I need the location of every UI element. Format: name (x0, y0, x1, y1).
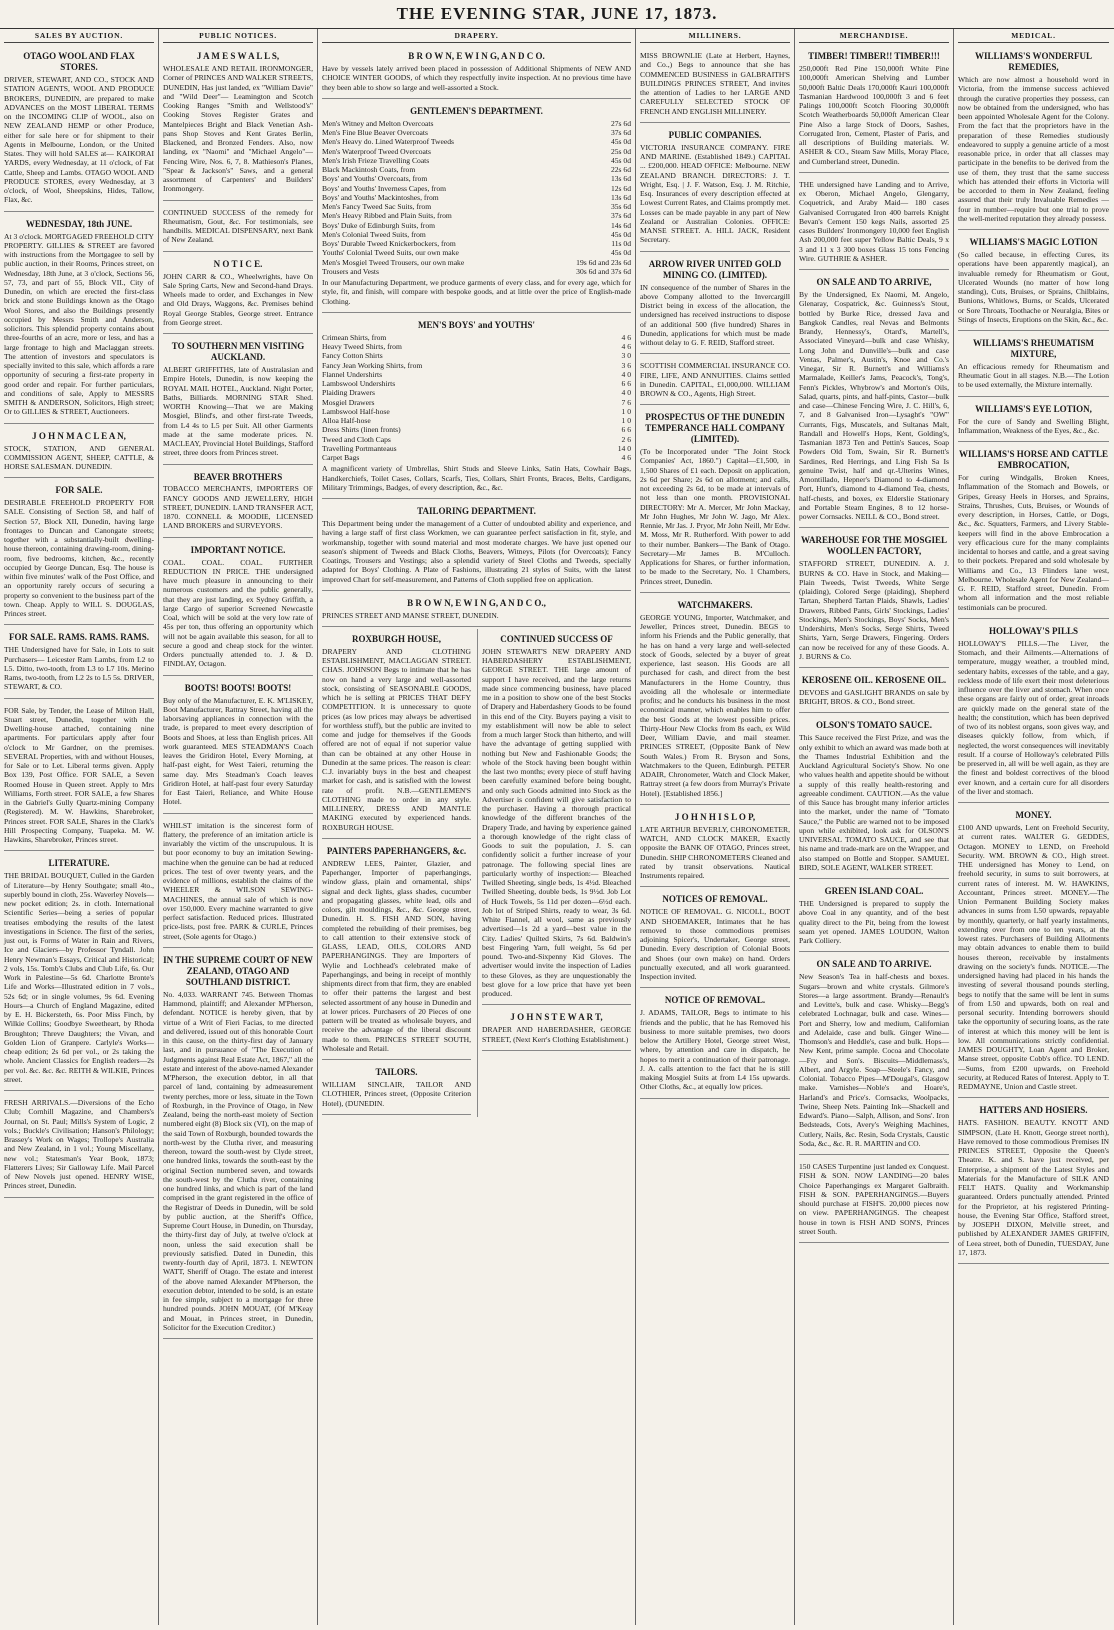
ad-title: OTAGO WOOL AND FLAX STORES. (23, 51, 135, 73)
ad-text: STAFFORD STREET, DUNEDIN. A. J. BURNS & CO. Have in Stock, and Making— Plain Tweeds, Twist Tweeds, White Serge (plaiding), Colored Serge (plaiding), Shepherd Tartan, Shepherd Tartan Plaids, Shawls, Ladies' Drawers, Ribbed Pants, Girls' Stockings, Ladies' Stockings, Men's Stockings, Boys' Socks, Men's Undershirts, Men's Socks, Serge Shirts, Tweed Shirts, Yarn, Serge Drawers, Fingering. Orders can now be received for any of these Goods. A. J. BURNS & Co. (799, 559, 949, 661)
price-row (322, 435, 631, 444)
ad-title: GENTLEMEN'S DEPARTMENT. (410, 105, 543, 116)
ad-title: ON SALE AND TO ARRIVE. (816, 959, 932, 970)
ad-title: GREEN ISLAND COAL. (824, 886, 924, 897)
price-row (322, 193, 631, 202)
price-row (322, 342, 631, 351)
ad-title: OLSON'S TOMATO SAUCE. (815, 720, 933, 731)
ad-block (163, 46, 313, 200)
price-item: Men's Witney and Melton Overcoats (322, 118, 434, 128)
ad-title: BOOTS! BOOTS! BOOTS! (184, 682, 292, 693)
ad-block (163, 950, 313, 1339)
ad-block (640, 254, 790, 355)
price-row (322, 425, 631, 434)
ad-block (4, 426, 154, 479)
ad-block (4, 1093, 154, 1198)
price-item: Men's Mosgiel Tweed Trousers, our own make (322, 257, 465, 267)
price-item: Men's Fancy Tweed Sac Suits, from (322, 202, 432, 212)
price-item: Boys' Durable Tweed Knickerbockers, from (322, 239, 456, 249)
ad-block (4, 214, 154, 424)
ad-block (163, 816, 313, 948)
column-6 (954, 29, 1113, 1625)
ad-text: Which are now almost a household word in Victoria, from the immense success achieved through the curative properties they possess, can now be obtained from the undersigned, who has been appointed Wholesale Agent for the Colony. From the fact that the proprietors have in the preparation of these Remedies studiously endeavored to supply a genuine article of a most reasonable price, in order that all classes may participate in the benefits to be derived from the use of them, they trust that the same success which has attended their efforts in Victoria will be accorded to them in New Zealand, feeling assured that their truly Invaluable Remedies —four in number—require but one trial to prove the well-merited reputation they already possess. (958, 75, 1109, 223)
ad-text: Buy only of the Manufacturer, E. K. M'LISKEY, Boot Manufacturer, Rattray Street, having all the laborsaving appliances in connection with the trade, is prepared to meet every description of Boots and Shoes, at less than English prices. All work guaranteed. MES STEADMAN'S Coach leaves the Gridiron Hotel, Every Morning, at half-past eight, for West Taieri, returning the same day. Mrs Steadman's Coach leaves Gridiron Hotel, at half-past four every Saturday for East Taieri, Reliance, and White House Hotel. (163, 695, 313, 807)
ad-text: SCOTTISH COMMERCIAL INSURANCE CO. FIRE, LIFE, AND ANNUITIES. Claims settled in Dunedin. CAPITAL, £1,000,000. WILLIAM BROWN & CO., Agents, High Street. (640, 361, 790, 399)
price-item: Dress Shirts (linen fronts) (322, 425, 401, 435)
price-item: Trousers and Vests (322, 266, 379, 276)
price-item: Boys' and Youths' Inverness Capes, from (322, 183, 447, 193)
price-row (322, 444, 631, 453)
ad-block (640, 807, 790, 887)
ad-block (163, 678, 313, 814)
price-item: Boys' Duke of Edinburgh Suits, from (322, 220, 436, 230)
price-value: 30s 6d and 37s 6d (576, 266, 631, 276)
ad-block (640, 990, 790, 1098)
price-row (322, 453, 631, 462)
ad-text: DRAPER AND HABERDASHER, GEORGE STREET, (Next Kerr's Clothing Establishment.) (482, 1025, 631, 1044)
price-item: Men's Heavy Ribbed and Plain Suits, from (322, 211, 452, 221)
price-item: Lambswool Half-hose (322, 406, 390, 416)
ad-text: IN consequence of the number of Shares in the above Company allotted to the Invercargill District being in excess of the allocation, the undersigned has received instructions to dispose of an additional 500 (five hundred) Shares in Dunedin, applications for which must be made without delay to G. F. REID, Stafford street. (640, 282, 790, 348)
ad-text: J. ADAMS, TAILOR, Begs to intimate to his friends and the public, that he has Removed his business to more suitable premises, two doors below the Artillery Hotel, George street West, where, by attention and care in dispatch, he hopes to merit a continuation of their patronage. J. A. calls attention to the fact that he is still making Mosgiel Suits at from L4 15s upwards. Other Cloths, &c., at equally low prices. (640, 1008, 790, 1092)
ad-text: HATS. FASHION. BEAUTY. KNOTT AND SIMPSON, (Late H. Knott, George street north), Have removed to those commodious Premises IN PRINCES STREET, Opposite the Queen's Theatre. K. and S. have just received, per Enterprise, a shipment of the Latest Styles and Materials for the Manufacture of SILK AND FELT HATS. Quality and Workmanship guaranteed. Orders punctually attended. Printed for the Proprietor, at his registered Printing-house, the Evening Star Office, Stafford street, by JOSEPH DIXON, Melville street, and published by ALEXANDER JAMES GRIFFIN, of Leea street, both of Dunedin, TUESDAY, June 17, 1873. (958, 1118, 1109, 1257)
ad-block (4, 853, 154, 1091)
ad-block (799, 272, 949, 528)
ad-block (799, 46, 949, 173)
price-value: 3 6 (621, 360, 631, 370)
price-value: 35s 6d (610, 202, 631, 212)
ad-text: In our Manufacturing Department, we produce garments of every class, and for every age, which for style, fit, and finish, will compare with bespoke goods, and at little over the price of English-made Clothing. (322, 278, 631, 306)
price-item: Youths' Colonial Tweed Suits, our own make (322, 248, 459, 258)
ad-block (322, 1062, 471, 1115)
price-item: Plaiding Drawers (322, 388, 375, 398)
price-value: 45s 0d (610, 229, 631, 239)
ad-block (799, 881, 949, 952)
ad-block (958, 621, 1109, 803)
price-row (322, 370, 631, 379)
price-value: 37s 6d (610, 128, 631, 138)
price-value: 19s 6d and 23s 6d (576, 257, 631, 267)
price-row (322, 221, 631, 230)
ad-block (640, 46, 790, 123)
ad-title: KEROSENE OIL. KEROSENE OIL. (801, 675, 947, 686)
ad-block (482, 1007, 631, 1050)
column-header: MILLINERS. (640, 31, 790, 43)
ad-block (163, 540, 313, 676)
ad-block (482, 629, 631, 1005)
masthead-title: THE EVENING STAR, JUNE 17, 1873. (0, 0, 1114, 29)
ad-title: FOR SALE. RAMS. RAMS. RAMS. (8, 632, 149, 643)
price-row (322, 137, 631, 146)
ad-block (4, 701, 154, 852)
ad-text: DRAPERY AND CLOTHING ESTABLISHMENT, MACLAGGAN STREET. CHAS. JOHNSON Begs to intimate that he has now on hand a very large and well-assorted stock, consisting of SEASONABLE GOODS, which he is selling at PRICES THAT DEFY COMPETITION. It is unnecessary to quote prices (as low prices may always be advertised for worthless stuff), but the public are invited to come and judge for themselves if the Goods offered are not of equal if not superior value than can be obtained at any other House in Dunedin at the same prices. The reason is clear: C.J. invariably buys in the best and cheapest market for cash, and is satisfied with the lowest rate of profit. N.B.—GENTLEMEN'S CLOTHING made to order in any style. MILLINERY, DRESS AND MANTLE MAKING executed by experienced hands. ROXBURGH HOUSE. (322, 646, 471, 832)
price-row (322, 361, 631, 370)
ad-block (163, 467, 313, 538)
price-value: 11s 0d (611, 239, 631, 249)
price-row (322, 128, 631, 137)
ad-text: PRINCES STREET AND MANSE STREET, DUNEDIN. (322, 610, 499, 620)
ad-title: N O T I C E. (213, 258, 263, 269)
price-row (322, 407, 631, 416)
ad-title: J O H N S T E W A R T, (510, 1012, 603, 1023)
ad-text: JOHN STEWART'S NEW DRAPERY AND HABERDASHERY ESTABLISHMENT, GEORGE STREET. THE large amount of support I have received, and the large returns made since commencing business, have placed me in a position to show one of the best Stocks of Drapery and Haberdashery Goods to be found in this end of the City. Buyers paying a visit to my establishment will now be able to select from a much larger Stock than hitherto, and will have the advantage of getting supplied with nothing but New and Fashionable Goods; the whole of the Stock having been bought within the last two months; every piece of stuff having been carefully examined before being bought, and only such Goods admitted into Stock as the Advertiser is confident will give satisfaction to the purchaser. Having a thorough practical knowledge of the different branches of the Drapery Trade, and having by experience gained a thorough knowledge of the right class of Goods to suit the population, J. S. can confidently solicit a further increase of your patronage. The following special lines are particularly worthy of inspection:— Bleached Twilled Sheeting, single beds, 1s 4½d. Bleached Twilled Sheeting, double beds, 1s 9½d. Job Lot of Huck Towels, 5s 11d per dozen—6½d each. Job lot of Striped Shirts, ready to wear, 3s 6d. White Flannel, all wool, same as previously advertised—1s 2d a yard—best value in the City. Ladies' Quilted Skirts, 7s 6d. Baldwin's best Fingering Yarn, full weight, 5s 6d per pound. Two-and-Sixpenny Kid Gloves. The advertiser would invite the inspection of Ladies to these Gloves, as they are unquestionably the best glove for a low price that have yet been produced. (482, 646, 631, 999)
ad-text: £100 AND upwards, Lent on Freehold Security, at current rates. WALTER G. GEDDES, Octagon. MONEY to LEND, on Freehold Security. WM. BROWN & CO., High street. THE undersigned has Money to Lend, on freehold security, in sums to suit borrowers, at current rates of interest. M. W. HAWKINS, Accountant, Princes street. MONEY.—The Union Permanent Building Society makes advances in sums from L50 upwards, repayable by monthly, quarterly, or half yearly instalments, extending over from one to ten years, at the lowest rates. Purchasers of Building Allotments may obtain advances to enable them to build houses thereon, receivable by instalments drawing on the society's funds. NOTICE.—The undersigned having had placed in his hands the investing of several thousand pounds sterling, begs to notify that the same will be lent in sums of from L50 and upwards, both on real and personal security. Intending borrowers should take the opportunity of securing loans, as the rate of interest at which this money will be lent is low. All communications strictly confidential. JAMES DOUGHTY, Loan Agent and Broker, Manse street, opposite Cobb's office. TO LEND.—Sums, from £200 upwards, on Freehold security, at Reduced Rates of Interest. Apply to T. REDMAYNE, Union and Castle street. (958, 823, 1109, 1092)
ad-text: A magnificent variety of Umbrellas, Shirt Studs and Sleeve Links, Satin Hats, Cowhair Bags, Handkerchiefs, Toilet Cases, Collars, Scarfs, Ties, Collars, Shirt Fronts, Braces, Belts, Cardigans, Military Trimmings, Badges, of every description, &c., &c. (322, 464, 631, 492)
ad-title: B R O W N, E W I N G, A N D C O., (407, 597, 546, 608)
ad-title: WILLIAMS'S WONDERFUL REMEDIES, (974, 51, 1093, 73)
ad-text: New Season's Tea in half-chests and boxes. Sugars—brown and white crystals. Gilmore's Stores—a large assortment. Brandy—Renault's and Levitte's, bulk and case. Whisky—Begg's celebrated Lochnagar, bulk and case. Wines—Port and Sherry, low and medium, Californian and Adelaide, case and bulk. Ginger Wine—Thomson's and Heddle's, case and bulk. Hops—New Kent, prime sample. Cocoa and Chocolate—Fry and Son's. Biscuits—Middlemass's, Albert, and Argyle. Soap—Steele's Fancy, and Colonial. Tobacco Pipes—M'Dougal's, Glasgow make. Varnishes—Noble's and Hoare's, Harland's and Price's. Cornsacks, Woolpacks, Twine, Sheep Nets. Painting Ink—Shackell and Edward's. Piano—Salph, Allison, and Sons'. Iron Bedsteads, Cots, Avery's Weighing Machines, Cutlery, Nails, &c. Resin, Soda Crystals, Caustic Soda, &c., &c. R. R. MARTIN and CO. (799, 972, 949, 1148)
ad-text: This Sauce received the First Prize, and was the only exhibit to which an award was made both at the Thames Industrial Exhibition and the Auckland Agricultural Society's Show. No one who values health and appetite should be without a supply of this really health-restoring and agreeable condiment. CAUTION.—As the value of this Sauce has brought many inferior articles into the market, under the name of "Tomato Sauce," the Public are warned not to be imposed upon while exhibited, look ask for OLSON'S UNIVERSAL TOMATO SAUCE, and see that his name and trade-mark are on the Wrapper, and also stamped on Bottle and Stopper. SAMUEL BIRD, SOLE AGENT, WALKER STREET. (799, 733, 949, 872)
price-value: 13s 6d (610, 192, 631, 202)
ad-block (640, 595, 790, 805)
ad-title: ARROW RIVER UNITED GOLD MINING CO. (LIMITED). (648, 258, 782, 280)
ad-block (4, 480, 154, 625)
price-row (322, 239, 631, 248)
ad-title: J O H N M A C L E A N, (32, 430, 126, 441)
ad-title: TAILORING DEPARTMENT. (417, 506, 536, 517)
price-item: Men's Fine Blue Beaver Overcoats (322, 128, 428, 138)
ad-title: FOR SALE. (55, 485, 103, 496)
ad-text: LATE ARTHUR BEVERLY, CHRONOMETER, WATCH, AND CLOCK MAKER, Exactly opposite the BANK OF OTAGO, Princes street, Dunedin. SHIP CHRONOMETERS Cleaned and rated by transit observations. Nautical Instruments repaired. (640, 824, 790, 881)
ad-text: JOHN CARR & CO., Wheelwrights, have On Sale Spring Carts, New and Second-hand Drays. Wheels made to order, and Exchanges in New and Old Drays, Waggons, &c. Premises behind Royal George Stables, George street. Entrance from George street. (163, 271, 313, 327)
price-row (322, 248, 631, 257)
ad-text: (So called because, in effecting Cures, its operations have been apparently magical), an invaluable remedy for Rheumatism or Gout, Ulcerated Wounds (no matter of how long standing), Cuts, Bruises, or Sprains, Chilblains, Bunions, Whitlows, Burns, or Scalds, Ulcerated or Sore Throats, Toothache or Neuralgia, Bites or Stings of Insects, Eruptions on the Skin, &c., &c. (958, 250, 1109, 324)
price-item: Men's Waterproof Tweed Overcoats (322, 146, 431, 156)
column-4 (636, 29, 795, 1625)
price-item: Travelling Portmanteaus (322, 443, 397, 453)
ad-text: 150 CASES Turpentine just landed ex Conquest. FISH & SON. NOW LANDING—20 bales Choice Paperhangings ex Margaret Galbraith. FISH & SON. PAPERHANGINGS.—Buyers should purchase at FISH'S. 20,000 pieces now on view. PAPERHANGINGS. The cheapest house in town is FISH AND SON'S, Princes street South. (799, 1162, 949, 1236)
column-header: PUBLIC NOTICES. (163, 31, 313, 43)
ad-block (4, 627, 154, 698)
ad-title: B R O W N, E W I N G, A N D C O. (408, 51, 545, 62)
ad-block (322, 101, 631, 313)
ad-title: WILLIAMS'S MAGIC LOTION (969, 237, 1098, 248)
ad-title: WEDNESDAY, 18th JUNE. (25, 218, 133, 229)
ad-title: WILLIAMS'S RHEUMATISM MIXTURE, (972, 338, 1095, 360)
ad-block (322, 46, 631, 99)
price-value: 6 6 (621, 379, 631, 389)
ad-title: WILLIAMS'S HORSE AND CATTLE EMBROCATION, (958, 449, 1109, 471)
column-5 (795, 29, 954, 1625)
ad-block (799, 530, 949, 668)
ad-title: PAINTERS PAPERHANGERS, &c. (326, 845, 467, 856)
ad-block (322, 629, 471, 839)
ad-title: HOLLOWAY'S PILLS (989, 625, 1078, 636)
ad-text: GEORGE YOUNG, Importer, Watchmaker, and Jeweller, Princes street, Dunedin. BEGS to inform his Friends and the Public generally, that he has on hand a very large and well-selected stock of Goods, selected by a buyer of great experience, last season. His Goods are all purchased for cash, and direct from the best Manufacturers in the Home Country, thus avoiding all the wholesale or intermediate profits; and he conducts his business in the most economical manner, which enables him to offer the best Goods at the lowest possible prices. Thirty-Hour New Clocks from 8s each, ex Wild Deer, William Davie, and mail steamer. PRINCES STREET, (Opposite Bank of New South Wales.) From R. Bryson and Sons, Watchmakers to the Queen, Edinburgh. PETER ADAIR, Chronometer, Watch and Clock Maker, Rattray street (a few doors from Murray's Private Hotel). [Established 1856.] (640, 612, 790, 798)
price-value: 2 6 (621, 434, 631, 444)
ad-block (799, 1157, 949, 1243)
price-row (322, 388, 631, 397)
price-value: 22s 6d (610, 165, 631, 175)
ad-title: TIMBER! TIMBER!! TIMBER!!! (808, 51, 940, 62)
ad-title: BEAVER BROTHERS (193, 471, 283, 482)
price-value: 12s 6d (610, 183, 631, 193)
price-row (322, 202, 631, 211)
ad-title: J A M E S W A L L S, (196, 51, 280, 62)
ad-block (4, 46, 154, 211)
ad-text: Have by vessels lately arrived been placed in possession of Additional Shipments of NEW AND CHOICE WINTER GOODS, of which they respectfully invite inspection. At no previous time have they been able to show so large and well-assorted a Stock. (322, 64, 631, 92)
ad-text: MISS BROWNLIE (Late at Herbert, Haynes, and Co.,) Begs to announce that she has COMMENCED BUSINESS in GALBRAITH'S BUILDINGS PRINCES STREET, And invites the attention of Ladies to her LARGE AND CAREFULLY SELECTED STOCK OF FRENCH AND ENGLISH MILLINERY. (640, 51, 790, 116)
price-row (322, 379, 631, 388)
price-value: 27s 6d (610, 118, 631, 128)
price-item: Tweed and Cloth Caps (322, 434, 391, 444)
price-value: 1 0 (621, 406, 631, 416)
ad-text: 250,000ft Red Pine 150,000ft White Pine 100,000ft American Shelving and Lumber 50,000ft Baltic Deals 170,000ft Kauri 100,000ft Tasmanian Hardwood 100,000ft 3 and 6 feet Palings 100,000ft Scotch Flooring 30,000ft Scotch Weatherboards 50,000ft American Clear Pine Also a large Stock of Doors, Sashes, Corrugated Iron, Cement, Plaster of Paris, and all descriptions of Building materials. W. ASHER & CO., Steam Saw Mills, Moray Place, and Cumberland street, Dunedin. (799, 64, 949, 166)
ad-block (799, 175, 949, 270)
price-value: 1 0 (621, 416, 631, 426)
price-item: Boys' and Youths' Mackintoshes, from (322, 192, 439, 202)
ad-title: WILLIAMS'S EYE LOTION, (975, 403, 1092, 414)
ad-title: ON SALE AND TO ARRIVE, (816, 277, 932, 288)
price-row (322, 211, 631, 220)
ad-text: HOLLOWAY'S PILLS.—The Liver, the Stomach, and their Ailments.—Alternations of temperature, muggy weather, a troubled mind, sedentary habits, excesses of the table, and a gay, reckless mode of life exert their most deleterious influence over the liver and stomach. When once these organs are fairly out of order, great inroads are quickly made on the general state of the health; the constitution, which has been deprived of two of its noblest organs, soon gives way, and diseases quickly follow, from which, if neglected, the worst consequences will inevitably result. If a course of Holloway's celebrated Pills be preserved in, all will be well again, as they are the finest and boldest correctives of the blood ever known, and a certain cure for all disorders of the liver and stomach. (958, 638, 1109, 796)
ad-title: PROSPECTUS OF THE DUNEDIN TEMPERANCE HALL COMPANY (LIMITED). (645, 412, 785, 445)
price-item: Boys' and Youths' Overcoats, from (322, 174, 428, 184)
price-item: Mosgiel Drawers (322, 397, 375, 407)
column-2 (159, 29, 318, 1625)
ad-text: DRIVER, STEWART, AND CO., STOCK AND STATION AGENTS, WOOL AND PRODUCE BROKERS, DUNEDIN, are prepared to make ADVANCES on the MOST LIBERAL TERMS on the INCOMING CLIP of WOOL, also on NEW ZEALAND HEMP or other Produce, either for sale here or for shipment to their Agents in Melbourne, London, or the United States. They will hold SALES at— KAIKORAI YARDS, every Wednesday, at 11 o'clock, of Fat Cattle, Sheep and Lambs. OTAGO WOOL AND PRODUCE STORES, every Wednesday, at 3 o'clock, of Wool, Sheepskins, Hides, Tallow, Flax, &c. (4, 75, 154, 205)
price-item: Men's Irish Frieze Travelling Coats (322, 155, 430, 165)
ad-text: COAL. COAL. COAL. FURTHER REDUCTION IN PRICE. THE undersigned have much pleasure in announcing to their numerous customers and the public generally, that they are just landing, ex Sydney Griffith, a large Cargo of superior Screened Newcastle Coal, which will be sold at the very low rate of 45s per ton, thus offering an opportunity which will not be again available this season, for all to secure a good and cheap stock for the winter. Orders punctually attended to. J. & D. FINDLAY, Octagon. (163, 557, 313, 669)
ad-text: STOCK, STATION, AND GENERAL COMMISSION AGENT, SHEEP, CATTLE, & HORSE SALESMAN. DUNEDIN. (4, 443, 154, 472)
ad-block (640, 356, 790, 405)
ad-text: THE BRIDAL BOUQUET, Culled in the Garden of Literature—by Henry Southgate; small 4to., superbly bound in cloth, 25s. Waverley Novels—new pocket edition; 2s. in cloth. International Scientific Series—being a series of popular treatises embodying the results of the latest investigations in Science. The first of the series, just out, is Forms of Water in Rain and Rivers, Ice and Glaciers—by Professor Tyndall. John Henry Newman's Essays, Critical and Historical; 2 vols, 15s. Tomb's Clubs and Club Life, 6s. Our Work in Palestine—5s 6d. Charlotte Bronte's Life and Works—Illustrated edition in 7 vols., 52s 6d; or in single volumes, 9s 6d. Evening Hours—a Church of England Magazine, edited by E. H. Bickersteth, 6s. Poor Miss Finch, by Wilkie Collins; Goodbye Sweetheart, by Rhoda Broughton; Threve Daughters; the Vivan, and Golden Lion of Granpere. Carlyle's Works—cheap edition; 2s 6d per vol., or 2s taking the whole. Ancient Classics for English readers—2s per vol. &c. &c. &c. REITH & WILKIE, Princes street. (4, 871, 154, 1084)
ad-text: THE Undersigned have for Sale, in Lots to suit Purchasers— Leicester Ram Lambs, from L2 to L5. Ditto, two-tooth, from L3 to L7 10s. Merino Rams, two-tooth, from L2 2s to L5 5s. DRIVER, STEWART, & CO. (4, 645, 154, 692)
price-value: 4 6 (621, 332, 631, 342)
ad-text: (To be Incorporated under "The Joint Stock Companies' Act, 1860.") Capital—£1,500, in 1,500 Shares of £1 each. Deposit on application, 2s 6d per Share; 2s 6d on allotment; and calls, not exceeding 2s 6d, to be made at intervals of not less than one month. PROVISIONAL DIRECTORY: Mr A. Mercer, Mr John Mackay, Mr John Hughes, Mr John W. Jago, Mr Alex. Rennie, Mr Jas. J. Pryor, Mr John Neill, Mr Edw. M. Moss, Mr R. Rutherford. With power to add to their number. Bankers—The Bank of Otago. Secretary—Mr James B. M'Culloch. Applications for Shares, or further information, to be made to the Secretary, No. 1 Chambers, Princes street, Dunedin. (640, 447, 790, 586)
ad-block (958, 805, 1109, 1098)
price-value: 45s 0d (610, 137, 631, 147)
ad-title: J O H N H I S L O P, (674, 811, 756, 822)
ad-title: MEN'S BOYS' and YOUTHS' (418, 319, 535, 330)
ad-block (163, 203, 313, 252)
ad-block (958, 46, 1109, 230)
price-value: 14 0 (617, 443, 631, 453)
price-item: Black Mackintosh Coats, from (322, 165, 416, 175)
price-row (322, 184, 631, 193)
ad-text: THE Undersigned is prepared to supply the above Coal in any quantity, and of the best quality direct to the Pit, being from the lowest seam yet opened. JAMES LOUDON, Walton Park Colliery. (799, 899, 949, 946)
ad-title: WATCHMAKERS. (677, 599, 753, 610)
ad-title: IMPORTANT NOTICE. (190, 544, 286, 555)
ad-block (799, 670, 949, 713)
ad-block (958, 1100, 1109, 1264)
price-item: Alloa Half-hose (322, 416, 371, 426)
ad-block (322, 315, 631, 499)
ad-title: TO SOUTHERN MEN VISITING AUCKLAND. (171, 341, 305, 363)
price-item: Carpet Bags (322, 453, 360, 463)
price-item: Men's Colonial Tweed Suits, from (322, 229, 426, 239)
column-header: DRAPERY. (322, 31, 631, 43)
ad-block (322, 593, 631, 627)
ad-title: ROXBURGH HOUSE, (351, 633, 441, 644)
drapery-subcolumns (322, 629, 631, 1117)
ad-title: NOTICE OF REMOVAL. (664, 995, 766, 1006)
drapery-subcolumn-left (322, 629, 471, 1117)
ad-title: WAREHOUSE FOR THE MOSGIEL WOOLLEN FACTORY, (800, 535, 948, 557)
ad-block (163, 336, 313, 464)
ad-text: TOBACCO MERCHANTS, IMPORTERS OF FANCY GOODS AND JEWELLERY, HIGH STREET, DUNEDIN. LAND TRANSFER ACT, 1870. CONNELL & MOODIE, LICENSED LAND BROKERS and SURVEYORS. (163, 484, 313, 531)
price-item: Fancy Jean Working Shirts, from (322, 360, 423, 370)
price-row (322, 165, 631, 174)
price-row (322, 119, 631, 128)
ad-text: CONTINUED SUCCESS of the remedy for Rheumatism, Gout, &c. For testimonials, see handbills. MEDICAL DISPENSARY, next Bank of New Zealand. (163, 207, 313, 245)
ad-text: FRESH ARRIVALS.—Diversions of the Echo Club; Cornhill Magazine, and Chambers's Journal, on St. Paul; Mills's System of Logic, 2 vols.; Buckle's Civilisation; Hanson's Philology; Brassey's Work on Wages; Trollope's Australia and New Zealand, in 1 vol.; Young Miscellany, new vol.; Statesman's Year Book, 1873; Flatterers Lives; Sir Galloway Life. Mail Parcel of New Novels just opened. HENRY WISE, Princes street, Dunedin. (4, 1098, 154, 1191)
drapery-subcolumn-right (477, 629, 631, 1117)
ad-text: WILLIAM SINCLAIR, TAILOR AND CLOTHIER, Princes street, (Opposite Criterion Hotel), (DUNEDIN. (322, 1080, 471, 1108)
price-item: Crimean Shirts, from (322, 332, 387, 342)
price-value: 13s 6d (610, 174, 631, 184)
ad-text: THE undersigned have Landing and to Arrive, ex Oberon, Michael Angelo, Glengarry, Coquetrick, and Araby Maid— 180 cases Galvanised Corrugated Iron 400 barrels Knight Bevan's Cement 150 kegs Nails, assorted 25 cases Builders' Ironmongery 10,000 feet English Ash 200,000 feet super Yellow Baltic Deals, 9 x 3 and 11 x 3 300 boxes Glass 15 tons Fencing Wire. GUTHRIE & ASHER. (799, 179, 949, 263)
ad-title: PUBLIC COMPANIES. (668, 129, 762, 140)
ad-text: VICTORIA INSURANCE COMPANY. FIRE AND MARINE. (Established 1849.) CAPITAL ... £200,000. HEAD OFFICE: Melbourne. NEW ZEALAND BRANCH. DIRECTORS: J. T. Wright, Esq. | J. F. Watson, Esq. J. M. Ritchie, Esq. Insurances of every description effected at Lowest Current Rates, and Claims promptly met. Losses can be made payable in any part of New Zealand or Australian Colonies. OFFICE: MANSE STREET. A. HILL JACK, Resident Secretary. (640, 142, 790, 245)
ad-block (640, 889, 790, 988)
ad-text: WHOLESALE AND RETAIL IRONMONGER, Corner of PRINCES AND WALKER STREETS, DUNEDIN, Has just landed, ex "William Davie" and "Wild Deer"— Leamington and Scotch Cooking Ranges "Smith and Wellstood's" Cooking Stoves Register Grates and Mantelpieces Bright and Black Venetian Ash-pans Shop Stoves and Kent Grates Berlin, Blackened, and Bronzed Fenders. Also, now landing, ex "Naomi" and "Michael Angelo"— Fencing Wire, Nos. 6, 7, 8. Mathieson's Planes, "Spear & Jackson's" Saws, and a general assortment of Carpenters' and Builders' Ironmongery. (163, 64, 313, 194)
price-item: Men's Heavy do. Lined Waterproof Tweeds (322, 137, 454, 147)
ad-text: At 3 o'clock. MORTGAGED FREEHOLD CITY PROPERTY. GILLIES & STREET are favored with instructions from the Mortgagee to sell by public auction, in their Rooms, Princes street, on Wednesday, 18th June, at 3 o'clock, Sections 56, 57, 73, and part of 55, Block VII., City of Dunedin, on which are erected the first-class brick and stone Buildings known as the Otago Wool Stores, and also the Buildings presently occupied by Messrs Smith and Anderson, solicitors. This splendid property contains about three-fourths of an acre, more or less, and has a large frontage to high and Maclaggan streets. The attention of investors and speculators is specially invited to this sale, which affords a rare opportunity of securing a first-rate property in good order and repair. For further particulars, and conditions of sale, Apply to MESSRS SMITH & ANDERSON, Solicitors, High street; Or to GILLIES & STREET, Auctioneers. (4, 231, 154, 417)
ad-text: This Department being under the management of a Cutter of undoubted ability and experience, and having a large staff of first class Workmen, we can guarantee perfect satisfaction in fit, style, and workmanship, together with sound material and most moderate charges. We have just opened our season's shipment of Tweeds and Black Cloths, Beavers, Witneys, Pilots (for Overcoats); Fancy Coatings, Trousers and Vestings; also a splendid variety of Steel Cloths and Tweeds, specially adapted for Boys' Clothing. A Plate of Fashions, illustrating 21 styles of Suits, with the latest improved Chart for self-measurement, and Patterns of Cloth supplied free on application. (322, 519, 631, 584)
ad-title: NOTICES OF REMOVAL. (662, 894, 768, 905)
price-item: Fancy Cotton Shirts (322, 351, 383, 361)
price-item: Lambswool Undershirts (322, 379, 396, 389)
ad-block (799, 715, 949, 879)
price-value: 37s 6d (610, 211, 631, 221)
price-row (322, 333, 631, 342)
column-header: SALES BY AUCTION. (4, 31, 154, 43)
ad-block (958, 399, 1109, 442)
price-value: 4 0 (621, 388, 631, 398)
ad-title: LITERATURE. (48, 858, 110, 869)
ad-title: CONTINUED SUCCESS OF (500, 633, 613, 644)
price-row (322, 398, 631, 407)
price-value: 14s 6d (610, 220, 631, 230)
ad-block (322, 841, 471, 1060)
price-value: 4 6 (621, 453, 631, 463)
price-value: 6 6 (621, 425, 631, 435)
ad-block (958, 444, 1109, 619)
price-row (322, 351, 631, 360)
price-row (322, 156, 631, 165)
price-value: 4 6 (621, 342, 631, 352)
ad-text: For curing Windgalls, Broken Knees, Inflammation of the Stomach and Bowels, or Gripes, Greasy Heels in Horses, and Sprains, Strains, Thrushes, Cuts, Bruises, or Wounds of every description, in Horses, Cattle, or Dogs, &c., &c. Squatters, Farmers, and Livery Stable-keepers will find in the above Embrocation a very efficacious cure for the many complaints incidental to horses and cattle, and a great saving to their pockets. Prepared and sold wholesale by Williams and Co., 13 Flinders lane west, Melbourne. Wholesale Agent for New Zealand— G. F. REID, Stafford street, Dunedin. From whom all information and the most reliable testimonials can be procured. (958, 473, 1109, 612)
price-row (322, 416, 631, 425)
ad-block (640, 407, 790, 593)
price-value: 4 0 (621, 369, 631, 379)
ad-title: HATTERS AND HOSIERS. (979, 1105, 1088, 1116)
ad-title: TAILORS. (375, 1067, 418, 1078)
ad-block (799, 954, 949, 1155)
ad-title: MONEY. (1015, 810, 1052, 821)
column-3 (318, 29, 636, 1625)
ad-text: No. 4,033. WARRANT 745. Between Thomas Hammond, plaintiff; and Alexander M'Pherson, defendant. NOTICE is hereby given, that by virtue of a Writ of Fieri Facias, to me directed and delivered, issued out of this honorable Court in this cause, on the thirty-first day of January last, and in pursuance of "The Execution of Judgments against Real Estate Act, 1867," all the estate and interest of the above-named Alexander M'Pherson, the execution debtor, in all that parcel of land, containing by admeasurement twenty perches, more or less, situate in the Town of Roxburgh, in the Province of Otago, in New Zealand, being the north-east moiety of Section numbered eight (8) Block six (VI), on the map of the said Town of Roxburgh, bounded towards the north-west by the Clutha river, and measuring thereon, toward the south-west by Clyde street, one hundred links, towards the south-east by the original Section numbered seven, and towards the south-west by the Clutha river, containing one hundred links, and which is part of the land comprised in the grant registered in the office of the Registrar of Deeds in Dunedin, will be sold by public auction, at the Sheriff's Office, Supreme Court House, in Dunedin, on Thursday, the thirty-first day of July, at twelve o'clock at noon, unless the said execution shall be previously satisfied. Dated in Dunedin, this twenty-fourth day of April, 1873. I. NEWTON WATT, Sheriff of Otago. The estate and interest of the above named Alexander M'Pherson, the execution debtor, intended to be sold, is an estate in fee simple, subject to a mortgage for three hundred pounds. JOHN MOUAT, (Of M'Keay and Mouat, in Princes street, in Dunedin, Solicitor for the Execution Creditor.) (163, 989, 313, 1332)
price-value: 45s 0d (610, 248, 631, 258)
ad-text: FOR Sale, by Tender, the Lease of Milton Hall, Stuart street, Dunedin, together with the Dwelling-house attached, containing nine apartments. For particulars apply after four o'clock to Mr Gardner, on the premises. SEVERAL Properties, with and without Houses, for Sale or to Let. Liberal terms given. Apply Box 139, Post Office. FOR SALE, a Seven Roomed House in Queen street. Apply to Mrs Williams, Forth street. FOR SALE, a few Shares in the Gabriel's Gully Quartz-mining Company (Registered). M. W. Hawkins, Sharebroker, Princes street. FOR SALE, Shares in the Clark's Hill Prospecting Company, Tuapeka. M. W. Hawkins, Sharebroker, Princes street. (4, 705, 154, 845)
price-row (322, 267, 631, 276)
price-value: 7 6 (621, 397, 631, 407)
column-1 (0, 29, 159, 1625)
columns-container (0, 29, 1114, 1625)
ad-block (958, 333, 1109, 397)
price-row (322, 258, 631, 267)
ad-text: ALBERT GRIFFITHS, late of Australasian and Empire Hotels, Dunedin, is now keeping the ROYAL MAIL HOTEL, Auckland. Night Porter, Baths, Billiards. MORNING STAR Shed. WORTH Knowing—That we are Making Mosgiel, Blind's, and other first-rate Tweeds, from L4 4s to L5 per Suit. All other Garments made at the same moderate prices. N. MACLEAY, Provincial Hotel Buildings, Stafford street, three doors from Princes street. (163, 365, 313, 458)
price-item: Heavy Tweed Shirts, from (322, 342, 402, 352)
ad-text: DESIRABLE FREEHOLD PROPERTY FOR SALE. Consisting of Section 58, and half of Section 57, Block XII, Dunedin, having large frontages to Duncan and Canongate streets; together with a substantially-built dwelling-house thereon, containing drawing-room, dining-room, five bedrooms, kitchen, &c., recently occupied by George Duncan, Esq. The house is within five minutes' walk of the Post Office, and an opportunity rarely occurs of securing a property so convenient to the business part of the town. Cheap. Apply to WILL S. DOUGLAS, Princes street. (4, 498, 154, 619)
ad-text: ANDREW LEES, Painter, Glazier, and Paperhanger, Importer of paperhangings, window glass, plain and ornamental, ships' signal and deck lights, glass shades, cucumber and propagating glasses, white lead, oils and colors, gilt mouldings, &c., &c. George street, Dunedin. H. S. FISH AND SON, having completed the rebuilding of their premises, beg to call attention to their extensive stock of GLASS, LEAD, OILS, COLORS AND PAPERHANGINGS. They are Importers of Wylie and Lochhead's celebrated make of Paperhangings, and being in receipt of monthly shipments direct from that firm, they are enabled to offer their patterns the largest and best selected assortment of any house in Dunedin and at lower prices. Purchasers of 20 Pieces of one pattern will be treated as wholesale buyers, and receive the advantage of the liberal discount made to them. PRINCES STREET SOUTH, Wholesale and Retail. (322, 858, 471, 1053)
column-header: MEDICAL. (958, 31, 1109, 43)
price-row (322, 230, 631, 239)
ad-text: For the cure of Sandy and Swelling Blight, Inflammation, Weakness of the Eyes, &c., &c. (958, 416, 1109, 435)
ad-block (640, 125, 790, 252)
ad-text: An efficacious remedy for Rheumatism and Rheumatic Gout in all stages. N.B.—The Lotion to be used externally, the Mixture internally. (958, 361, 1109, 390)
ad-block (958, 232, 1109, 331)
ad-text: By the Undersigned, Ex Naomi, M. Angelo, Glenaray, Cospatrick, &c. Guinness's Stout, bottled by Burke Rice, dressed Java and Bangkok Candles, real Nevas and Belmonts Brandy, Hennessy's, Otard's, Martell's, Associated Vineyard—bulk and case Whisky, Long John and Dunville's—bulk and case Ventas, Palmer's, Austin's, Knoe and Co.'s Vinegar, Sir R. Burnett's and Williams's Marmalade, Keiller's Jams, Peacock's, Tong's, Fenn's Pickles, Whybrow's and Morton's Oils, Salad, quarts, pints, and half-pints, Castor—bulk and case—Chinese Fencing Wire, J. C. Hill's, 6, 7, and 8 Galvanised Iron—Lysaght's "OW" Currants, Figs, Muscatels, and Sultanas Malt, Randall and Howell's Hops, Kent, Golding's, Tasmanian 1873 Ten and Pettin's Sauces, Soap Powders Old Tom, Swain, Sir R. Burnett's Sardines, Red Herrings, and Ling Fish Sa Is genuine Twist, half and qr.-Ulterins Wines, Amontillado, Hepner's Diamond to 4-diamond Port, Hunt's, diamond to 4-diamond Tea, chests, half-chests, and boxes, ex Elderslie Stationary and Portable Steam Engines, 8 to 12 horse-power Cornsacks. NEILL & CO., Bond street. (799, 290, 949, 522)
price-value: 25s 0d (610, 146, 631, 156)
price-value: 3 0 (621, 351, 631, 361)
ad-text: NOTICE OF REMOVAL. G. NICOLL, BOOT AND SHOEMAKER, Intimates that he has removed to those commodious premises adjoining Spicer's, Undertaker, George street, Dunedin. Every description of Colonial Boots and Shoes (our own make) on hand. Orders punctually executed, and all work guaranteed. Inspection invited. (640, 907, 790, 982)
ad-block (163, 254, 313, 334)
ad-block (322, 501, 631, 591)
price-row (322, 174, 631, 183)
ad-title: IN THE SUPREME COURT OF NEW ZEALAND, OTAGO AND SOUTHLAND DISTRICT. (163, 954, 313, 987)
price-item: Flannel Undershirts (322, 369, 383, 379)
ad-text: WHILST imitation is the sincerest form of flattery, the preference of an imitation article is invariably the victim of the unscrupulous. It is but poor economy to buy an imitation Sewing-machine when the genuine can be had at reduced prices. The test of over twenty years, and the evidence of millions, establish the claims of the WHEELER & WILSON SEWING-MACHINES, the annual sale of which is now over 150,000. Every machine warranted to give perfect satisfaction. Reduced prices. Illustrated price-lists, post free. PARK & CURLE, Princes street, (Sole agents for Otago.) (163, 820, 313, 941)
price-row (322, 147, 631, 156)
column-header: MERCHANDISE. (799, 31, 949, 43)
price-value: 45s 0d (610, 155, 631, 165)
ad-text: DEVOES and GASLIGHT BRANDS on sale by BRIGHT, BROS. & CO., Bond street. (799, 687, 949, 707)
